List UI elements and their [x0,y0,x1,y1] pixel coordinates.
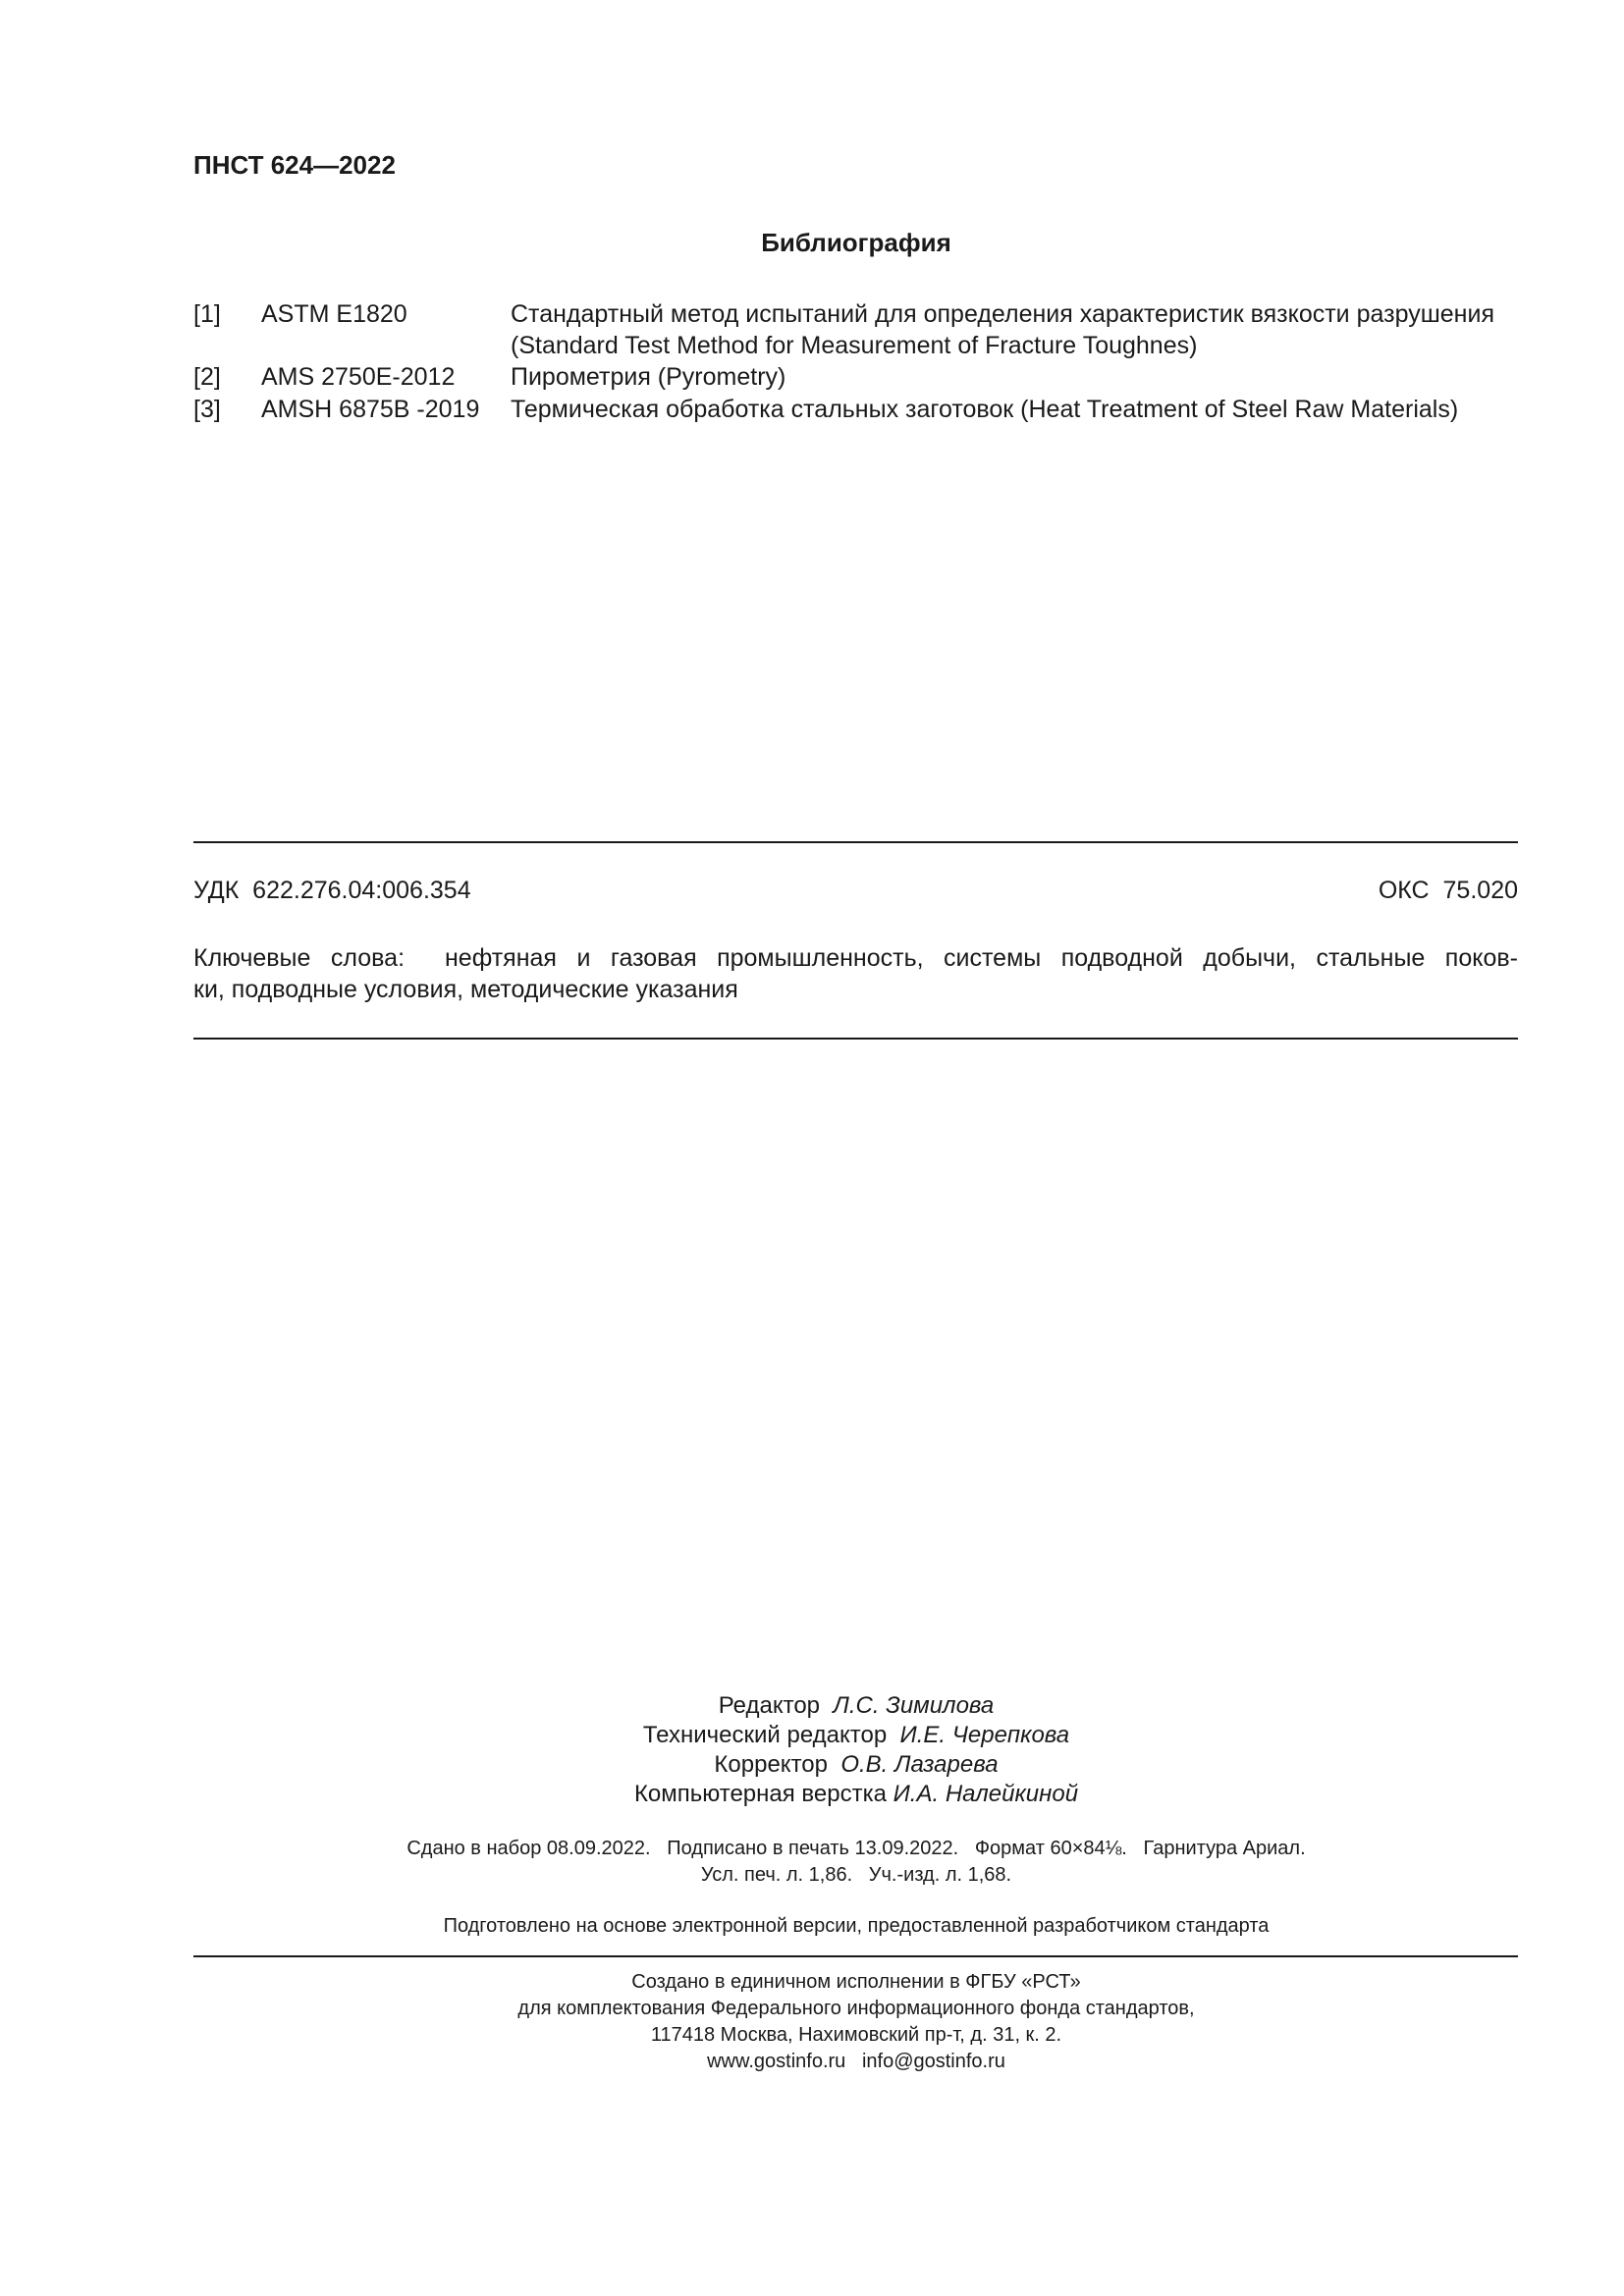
credit-role: Корректор [714,1751,828,1778]
credits [0,1691,1624,1809]
keywords [193,942,1518,1005]
credit-layout [0,1780,1624,1809]
bibliography-entry-description-line: Стандартный метод испытаний для определения характеристик вязкости разрушения [511,300,1494,328]
prepared-note: Подготовлено на основе электронной версии, предоставленной разработчиком стандарта [443,1915,1270,1937]
udk-value: 622.276.04:006.354 [252,877,471,904]
print-info-line: Сдано в набор 08.09.2022. Подписано в печать 13.09.2022. Формат 60×84⅛. Гарнитура Ариал. [406,1838,1306,1859]
credit-name: И.Е. Черепкова [899,1722,1070,1748]
oks-label: ОКС [1378,877,1430,904]
credit-name: Л.С. Зимилова [833,1692,995,1719]
credit-role: Компьютерная верстка [633,1781,887,1807]
credit-editor [0,1691,1624,1721]
credit-tech-editor [0,1721,1624,1750]
divider-top [193,841,1518,843]
bibliography-entry-description: Термическая обработка стальных заготовок (Heat Treatment of Steel Raw Materials) [511,396,1459,423]
website-link[interactable]: www.gostinfo.ru [707,2051,846,2072]
bibliography-entry-number: [1] [193,300,221,328]
print-info [0,1836,1624,1889]
bibliography-entry-code: AMS 2750E-2012 [261,363,456,391]
email-link[interactable]: info@gostinfo.ru [861,2051,1005,2072]
oks-code [1379,877,1518,905]
publisher-info [0,1969,1624,2075]
divider-publisher [193,1955,1518,1957]
bibliography-entry-number: [2] [193,363,221,391]
document-code: ПНСТ 624—2022 [193,150,396,180]
bibliography-entry-code: AMSH 6875B -2019 [261,396,480,423]
credit-name: О.В. Лазарева [840,1751,999,1778]
print-info-line: Усл. печ. л. 1,86. Уч.-изд. л. 1,68. [700,1864,1012,1886]
keywords-label: Ключевые слова: [193,944,406,972]
keywords-line: ки, подводные условия, методические указания [193,976,738,1003]
udk-label: УДК [193,877,240,904]
credit-role: Редактор [718,1692,821,1719]
keywords-text: нефтяная и газовая промышленность, системы подводной добычи, стальные поков- [445,944,1518,972]
publisher-line: Создано в единичном исполнении в ФГБУ «РСТ» [631,1971,1081,1993]
credit-corrector [0,1750,1624,1780]
publisher-contacts [0,2049,1624,2075]
bibliography-entry-code: ASTM E1820 [261,300,407,328]
bibliography-entry-description: Пирометрия (Pyrometry) [511,363,786,391]
divider-bottom [193,1038,1518,1040]
bibliography-entry-description-line: (Standard Test Method for Measurement of Fracture Toughnes) [511,332,1198,359]
credit-name: И.А. Налейкиной [893,1781,1079,1807]
bibliography-entry-number: [3] [193,396,221,423]
bibliography-entry-description [511,298,1518,361]
oks-value: 75.020 [1442,877,1518,904]
publisher-line: 117418 Москва, Нахимовский пр-т, д. 31, к. 2. [650,2024,1062,2046]
udk-code [193,877,471,905]
credit-role: Технический редактор [642,1722,888,1748]
publisher-line: для комплектования Федерального информационного фонда стандартов, [517,1998,1195,2019]
keywords-line [193,942,1518,974]
bibliography-title: Библиография [761,228,951,257]
